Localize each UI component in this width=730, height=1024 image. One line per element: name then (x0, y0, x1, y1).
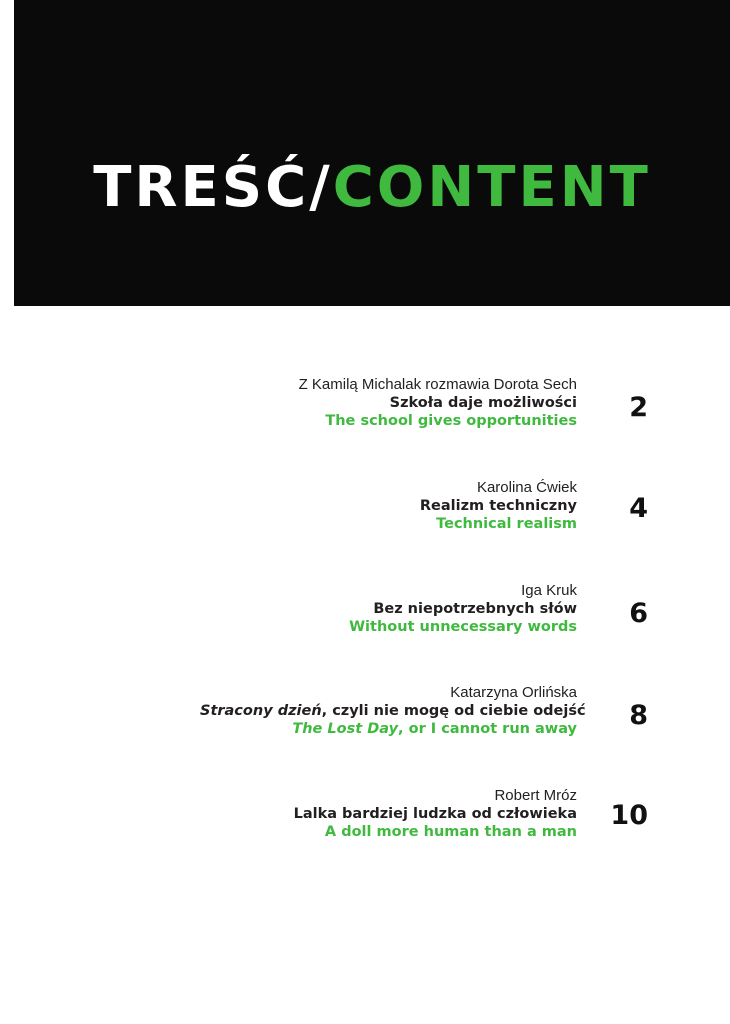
entry-title-polish-italic: Stracony dzień (200, 703, 322, 719)
page-title (14, 152, 730, 224)
entry-author: Katarzyna Orlińska (450, 684, 577, 701)
toc-entry (200, 684, 586, 738)
entry-title-polish: Szkoła daje możliwości (389, 395, 577, 411)
entry-title-english (200, 720, 577, 738)
entry-title-polish: Lalka bardziej ludzka od człowieka (293, 806, 577, 822)
toc-entry (200, 479, 577, 533)
entry-title-english: Technical realism (436, 516, 577, 532)
entry-page-number: 8 (629, 700, 648, 731)
entry-page-number: 6 (629, 598, 648, 629)
title-polish: TREŚĆ (93, 155, 310, 220)
entry-title-polish (200, 702, 586, 720)
entry-author: Iga Kruk (521, 582, 577, 599)
entry-title-english-italic: The Lost Day (292, 721, 399, 737)
entry-author: Robert Mróz (494, 787, 577, 804)
header-banner (14, 0, 730, 306)
entry-title-english-rest: , or I cannot run away (398, 721, 577, 737)
entry-title-english: A doll more human than a man (324, 824, 577, 840)
entry-title-polish: Realizm techniczny (419, 498, 577, 514)
entry-page-number: 2 (629, 392, 648, 423)
entry-page-number: 10 (610, 800, 648, 831)
entry-title-english: Without unnecessary words (349, 619, 577, 635)
entry-title-polish: Bez niepotrzebnych słów (373, 601, 577, 617)
entry-title-english: The school gives opportunities (325, 413, 577, 429)
entry-page-number: 4 (629, 493, 648, 524)
toc-entry (200, 787, 577, 841)
entry-author: Karolina Ćwiek (476, 479, 577, 496)
toc-entry (200, 582, 577, 636)
toc-entry (200, 376, 577, 430)
entry-title-polish-rest: , czyli nie mogę od ciebie odejść (321, 703, 586, 719)
entry-author: Z Kamilą Michalak rozmawia Dorota Sech (298, 376, 577, 393)
title-separator: / (309, 155, 333, 220)
title-english: CONTENT (332, 155, 651, 220)
